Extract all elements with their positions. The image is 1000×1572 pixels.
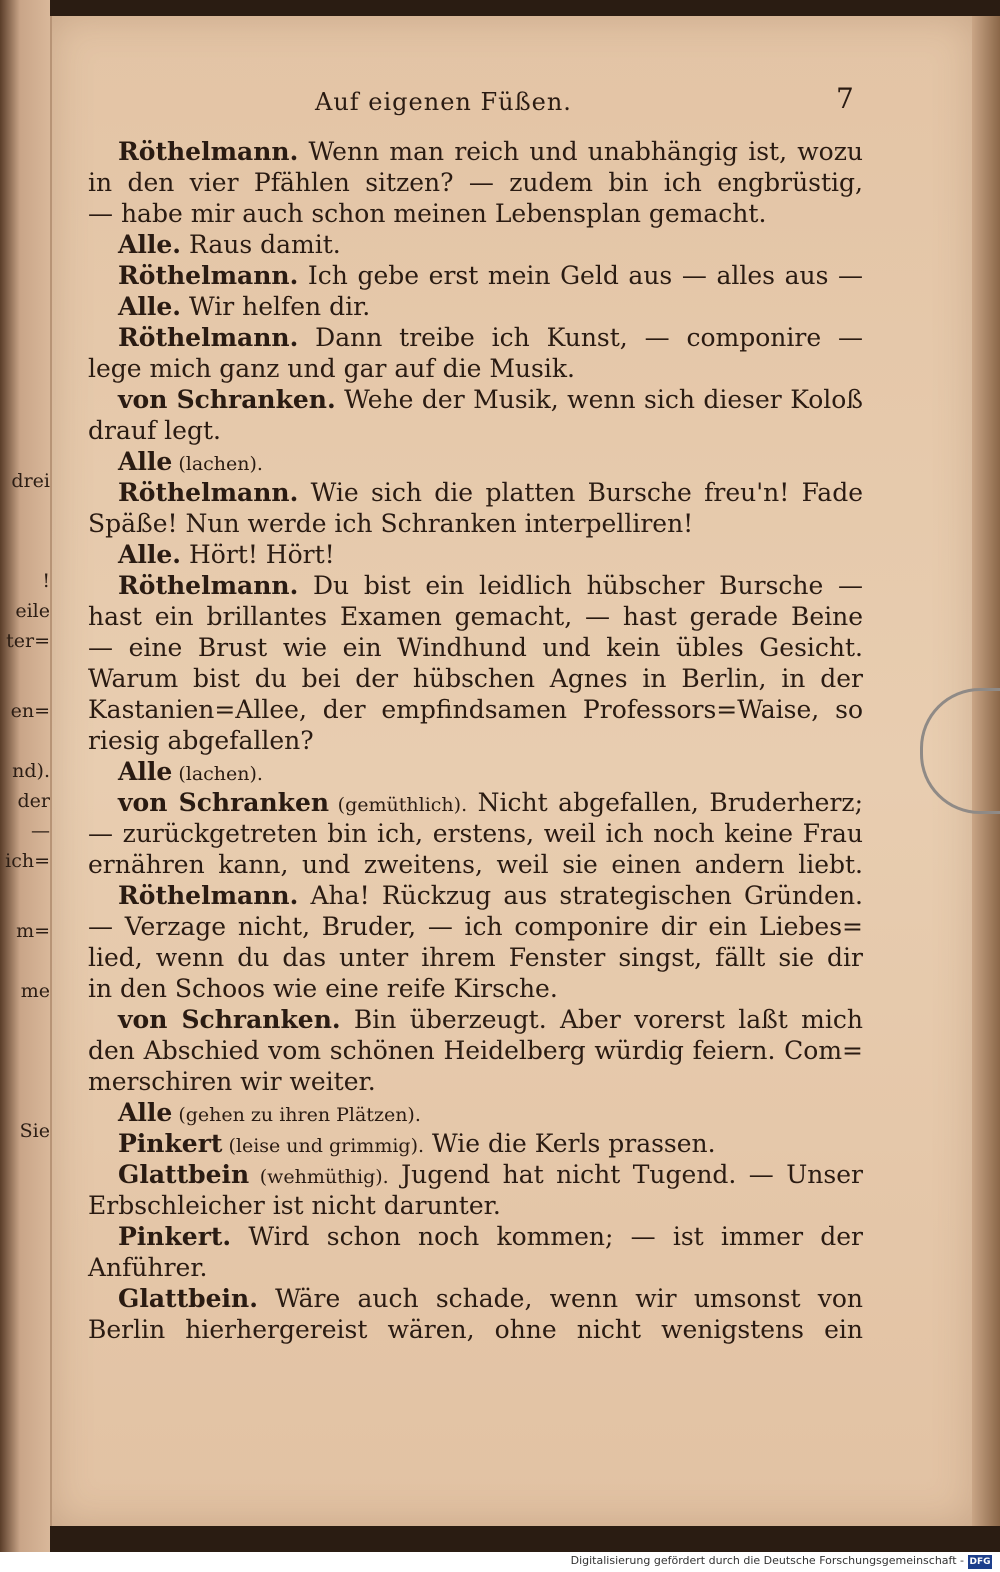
- line-text: Bin überzeugt. Aber vorerst laßt mich: [340, 1005, 863, 1034]
- speaker-name: Röthelmann.: [118, 571, 299, 600]
- line-text: Ich gebe erst mein Geld aus — alles aus —: [298, 261, 863, 290]
- stage-direction: (lachen).: [172, 763, 263, 785]
- footer-bar: [0, 1552, 1000, 1572]
- line-text: Wird schon noch kommen; — ist immer der: [231, 1222, 863, 1251]
- text-line: [88, 973, 863, 1004]
- line-text: Wie die Kerls prassen.: [424, 1129, 716, 1158]
- line-text: Hört! Hört!: [181, 540, 335, 569]
- text-line: [88, 1283, 863, 1314]
- stage-direction: (gehen zu ihren Plätzen).: [172, 1104, 421, 1126]
- speaker-name: Glattbein: [118, 1160, 250, 1189]
- line-text: Wenn man reich und unabhängig ist, wozu: [298, 137, 863, 166]
- speaker-name: Röthelmann.: [118, 881, 299, 910]
- dfg-logo: DFG: [969, 1557, 991, 1567]
- left-page-fragment: der: [17, 790, 50, 812]
- line-text: Wehe der Musik, wenn sich dieser Koloß: [335, 385, 864, 414]
- page-number: 7: [836, 82, 854, 115]
- left-page-edge: [0, 0, 50, 1560]
- line-text: Du bist ein leidlich hübscher Bursche —: [298, 571, 863, 600]
- text-line: [88, 1097, 863, 1128]
- line-text: in den Schoos wie eine reife Kirsche.: [88, 974, 558, 1003]
- left-page-fragment: nd).: [12, 760, 50, 782]
- text-line: [88, 1159, 863, 1190]
- speaker-name: von Schranken: [118, 788, 330, 817]
- line-text: Wäre auch schade, wenn wir umsonst von: [257, 1284, 863, 1313]
- text-line: [88, 942, 863, 973]
- line-text: lege mich ganz und gar auf die Musik.: [88, 354, 575, 383]
- line-text: — habe mir auch schon meinen Lebensplan gemacht.: [88, 199, 767, 228]
- speaker-name: Alle: [118, 447, 173, 476]
- speaker-name: Pinkert: [118, 1129, 223, 1158]
- text-line: [88, 1066, 863, 1097]
- line-text: Erbschleicher ist nicht darunter.: [88, 1191, 501, 1220]
- line-text: in den vier Pfählen sitzen? — zudem bin ich engbrüstig,: [88, 168, 863, 197]
- stage-direction: (gemüthlich).: [329, 794, 468, 816]
- line-text: Raus damit.: [181, 230, 341, 259]
- left-page-fragment: eile: [15, 600, 50, 622]
- line-text: Wie sich die platten Bursche freu'n! Fade: [298, 478, 863, 507]
- left-page-fragment: en=: [10, 700, 50, 722]
- text-line: [88, 1128, 863, 1159]
- speaker-name: Röthelmann.: [118, 323, 299, 352]
- speaker-name: Alle.: [118, 540, 182, 569]
- stage-direction: (lachen).: [172, 453, 263, 475]
- speaker-name: von Schranken.: [118, 1005, 341, 1034]
- left-page-fragment: Sie: [19, 1120, 50, 1142]
- line-text: — eine Brust wie ein Windhund und kein übles Gesicht.: [88, 633, 863, 662]
- text-line: [88, 477, 863, 508]
- text-block: [88, 136, 863, 1345]
- stage-direction: (leise und grimmig).: [222, 1135, 425, 1157]
- speaker-name: Pinkert.: [118, 1222, 232, 1251]
- text-line: [88, 1314, 863, 1345]
- text-line: [88, 322, 863, 353]
- line-text: Warum bist du bei der hübschen Agnes in Berlin, in der: [88, 664, 863, 693]
- left-page-fragment: —: [31, 820, 50, 842]
- text-line: [88, 415, 863, 446]
- line-text: Aha! Rückzug aus strategischen Gründen.: [298, 881, 863, 910]
- text-line: [88, 539, 863, 570]
- text-line: [88, 136, 863, 167]
- text-line: [88, 818, 863, 849]
- line-text: Kastanien=Allee, der empfindsamen Professors=Waise, so: [88, 695, 863, 724]
- text-line: [88, 725, 863, 756]
- line-text: — zurückgetreten bin ich, erstens, weil ich noch keine Frau: [88, 819, 863, 848]
- line-text: lied, wenn du das unter ihrem Fenster singst, fällt sie dir: [88, 943, 863, 972]
- text-line: [88, 198, 863, 229]
- line-text: hast ein brillantes Examen gemacht, — hast gerade Beine: [88, 602, 863, 631]
- left-page-fragment: ich=: [5, 850, 50, 872]
- text-line: [88, 911, 863, 942]
- text-line: [88, 787, 863, 818]
- line-text: merschiren wir weiter.: [88, 1067, 376, 1096]
- line-text: riesig abgefallen?: [88, 726, 314, 755]
- speaker-name: von Schranken.: [118, 385, 336, 414]
- text-line: [88, 694, 863, 725]
- line-text: den Abschied vom schönen Heidelberg würdig feiern. Com=: [88, 1036, 863, 1065]
- footer-credit: Digitalisierung gefördert durch die Deutsche Forschungsgemeinschaft -: [570, 1554, 964, 1567]
- stage-direction: (wehmüthig).: [249, 1166, 389, 1188]
- speaker-name: Glattbein.: [118, 1284, 258, 1313]
- text-line: [88, 1190, 863, 1221]
- line-text: Berlin hierhergereist wären, ohne nicht wenigstens ein: [88, 1315, 863, 1344]
- text-line: [88, 291, 863, 322]
- text-line: [88, 1035, 863, 1066]
- text-line: [88, 756, 863, 787]
- line-text: drauf legt.: [88, 416, 221, 445]
- line-text: Jugend hat nicht Tugend. — Unser: [388, 1160, 863, 1189]
- speaker-name: Alle.: [118, 230, 182, 259]
- left-page-fragment: m=: [16, 920, 50, 942]
- line-text: Späße! Nun werde ich Schranken interpelliren!: [88, 509, 694, 538]
- left-page-fragment: ter=: [6, 630, 50, 652]
- line-text: Dann treibe ich Kunst, — componire —: [298, 323, 863, 352]
- text-line: [88, 167, 863, 198]
- line-text: — Verzage nicht, Bruder, — ich componire dir ein Liebes=: [88, 912, 863, 941]
- line-text: ernähren kann, und zweitens, weil sie einen andern liebt.: [88, 850, 863, 879]
- text-line: [88, 570, 863, 601]
- left-page-fragment: drei: [11, 470, 50, 492]
- text-line: [88, 601, 863, 632]
- speaker-name: Alle: [118, 757, 173, 786]
- text-line: [88, 663, 863, 694]
- text-line: [88, 632, 863, 663]
- left-page-fragment: me: [20, 980, 50, 1002]
- text-line: [88, 229, 863, 260]
- text-line: [88, 1221, 863, 1252]
- text-line: [88, 260, 863, 291]
- speaker-name: Röthelmann.: [118, 137, 299, 166]
- text-line: [88, 880, 863, 911]
- text-line: [88, 384, 863, 415]
- line-text: Anführer.: [88, 1253, 208, 1282]
- text-line: [88, 1252, 863, 1283]
- line-text: Wir helfen dir.: [181, 292, 371, 321]
- left-page-fragment: !: [42, 570, 50, 592]
- text-line: [88, 508, 863, 539]
- line-text: Nicht abgefallen, Bruderherz;: [467, 788, 864, 817]
- running-head: Auf eigenen Füßen.: [315, 88, 572, 116]
- text-line: [88, 1004, 863, 1035]
- speaker-name: Röthelmann.: [118, 478, 299, 507]
- text-line: [88, 446, 863, 477]
- speaker-name: Alle: [118, 1098, 173, 1127]
- text-line: [88, 849, 863, 880]
- speaker-name: Alle.: [118, 292, 182, 321]
- speaker-name: Röthelmann.: [118, 261, 299, 290]
- text-line: [88, 353, 863, 384]
